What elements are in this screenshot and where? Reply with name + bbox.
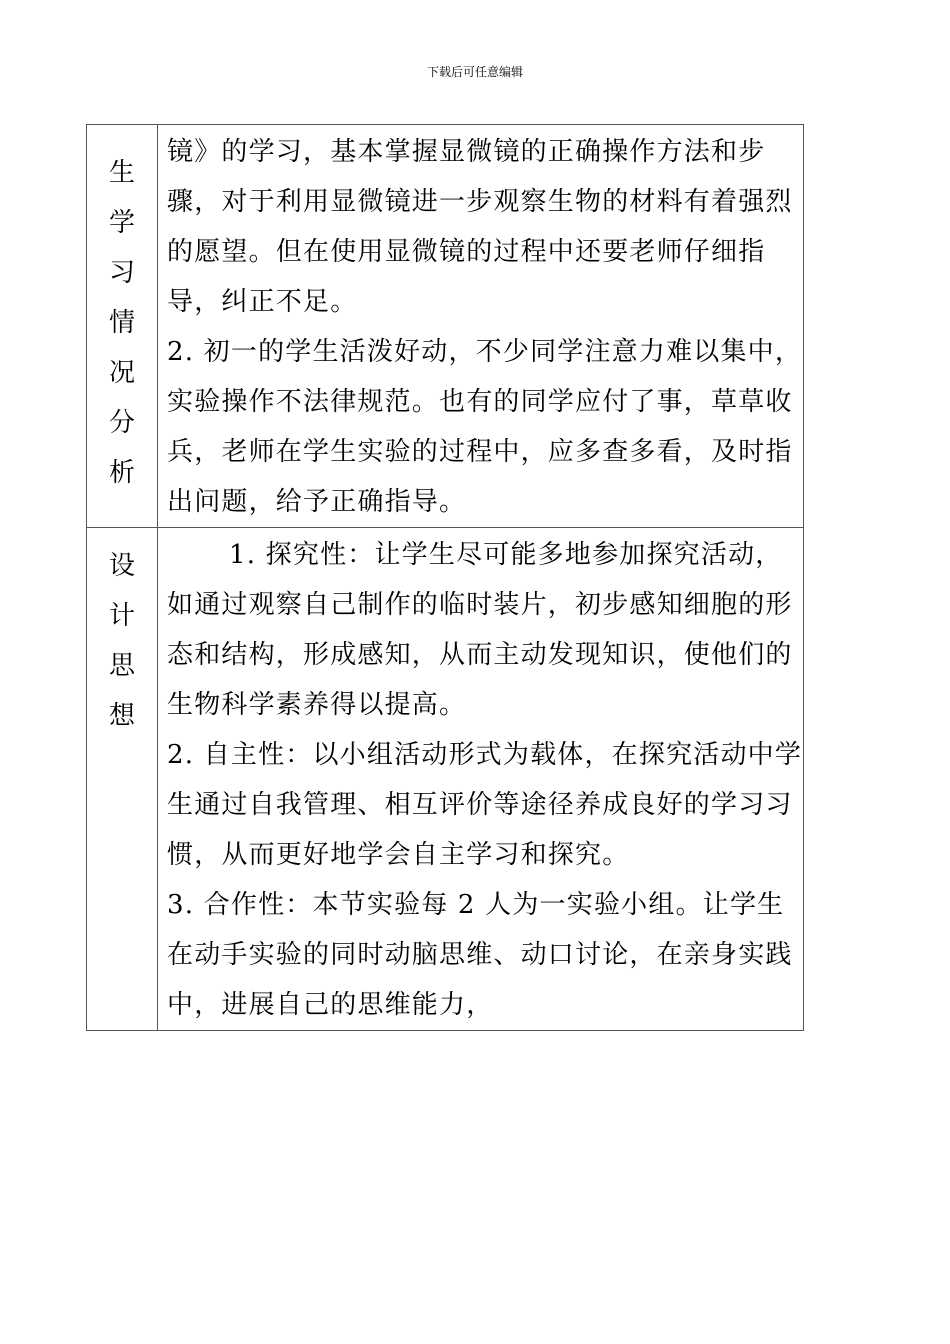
label-char: 想 (108, 701, 135, 731)
row-content-student-analysis (167, 125, 803, 527)
content-paragraph: 镜》的学习，基本掌握显微镜的正确操作方法和步骤，对于利用显微镜进一步观察生物的材料有着强烈的愿望。但在使用显微镜的过程中还要老师仔细指导，纠正不足。 (167, 137, 793, 317)
label-char: 析 (108, 458, 135, 488)
row-content-design-thinking (167, 528, 803, 1030)
label-char: 学 (108, 208, 135, 238)
content-paragraph: 2. 自主性：以小组活动形式为载体，在探究活动中学生通过自我管理、相互评价等途径养成良好的学习习惯，从而更好地学会自主学习和探究。 (167, 740, 803, 870)
table-row-design-thinking (87, 528, 804, 1031)
label-char: 习 (108, 258, 135, 288)
content-paragraph: 3. 合作性：本节实验每 2 人为一实验小组。让学生在动手实验的同时动脑思维、动口讨论，在亲身实践中，进展自己的思维能力， (167, 890, 793, 1020)
label-char: 思 (108, 651, 135, 681)
label-char: 设 (108, 551, 135, 581)
row-content-cell (158, 125, 804, 528)
content-paragraph: 2. 初一的学生活泼好动，不少同学注意力难以集中，实验操作不法律规范。也有的同学应付了事，草草收兵，老师在学生实验的过程中，应多查多看，及时指出问题，给予正确指导。 (167, 337, 803, 517)
row-label-student-analysis (87, 125, 157, 498)
content-paragraph: 1. 探究性：让学生尽可能多地参加探究活动，如通过观察自己制作的临时装片，初步感知细胞的形态和结构，形成感知，从而主动发现知识，使他们的生物科学素养得以提高。 (167, 540, 793, 720)
row-label-cell (87, 125, 158, 528)
row-label-design-thinking (87, 528, 157, 741)
row-label-cell (87, 528, 158, 1031)
row-content-cell (158, 528, 804, 1031)
page-header: 下载后可任意编辑 (426, 65, 523, 79)
label-char: 计 (108, 601, 135, 631)
label-char: 情 (108, 308, 135, 338)
table-row-student-analysis (87, 125, 804, 528)
label-char: 生 (108, 158, 135, 188)
label-char: 分 (108, 408, 135, 438)
label-char: 况 (108, 358, 135, 388)
lesson-plan-table (86, 124, 804, 1031)
